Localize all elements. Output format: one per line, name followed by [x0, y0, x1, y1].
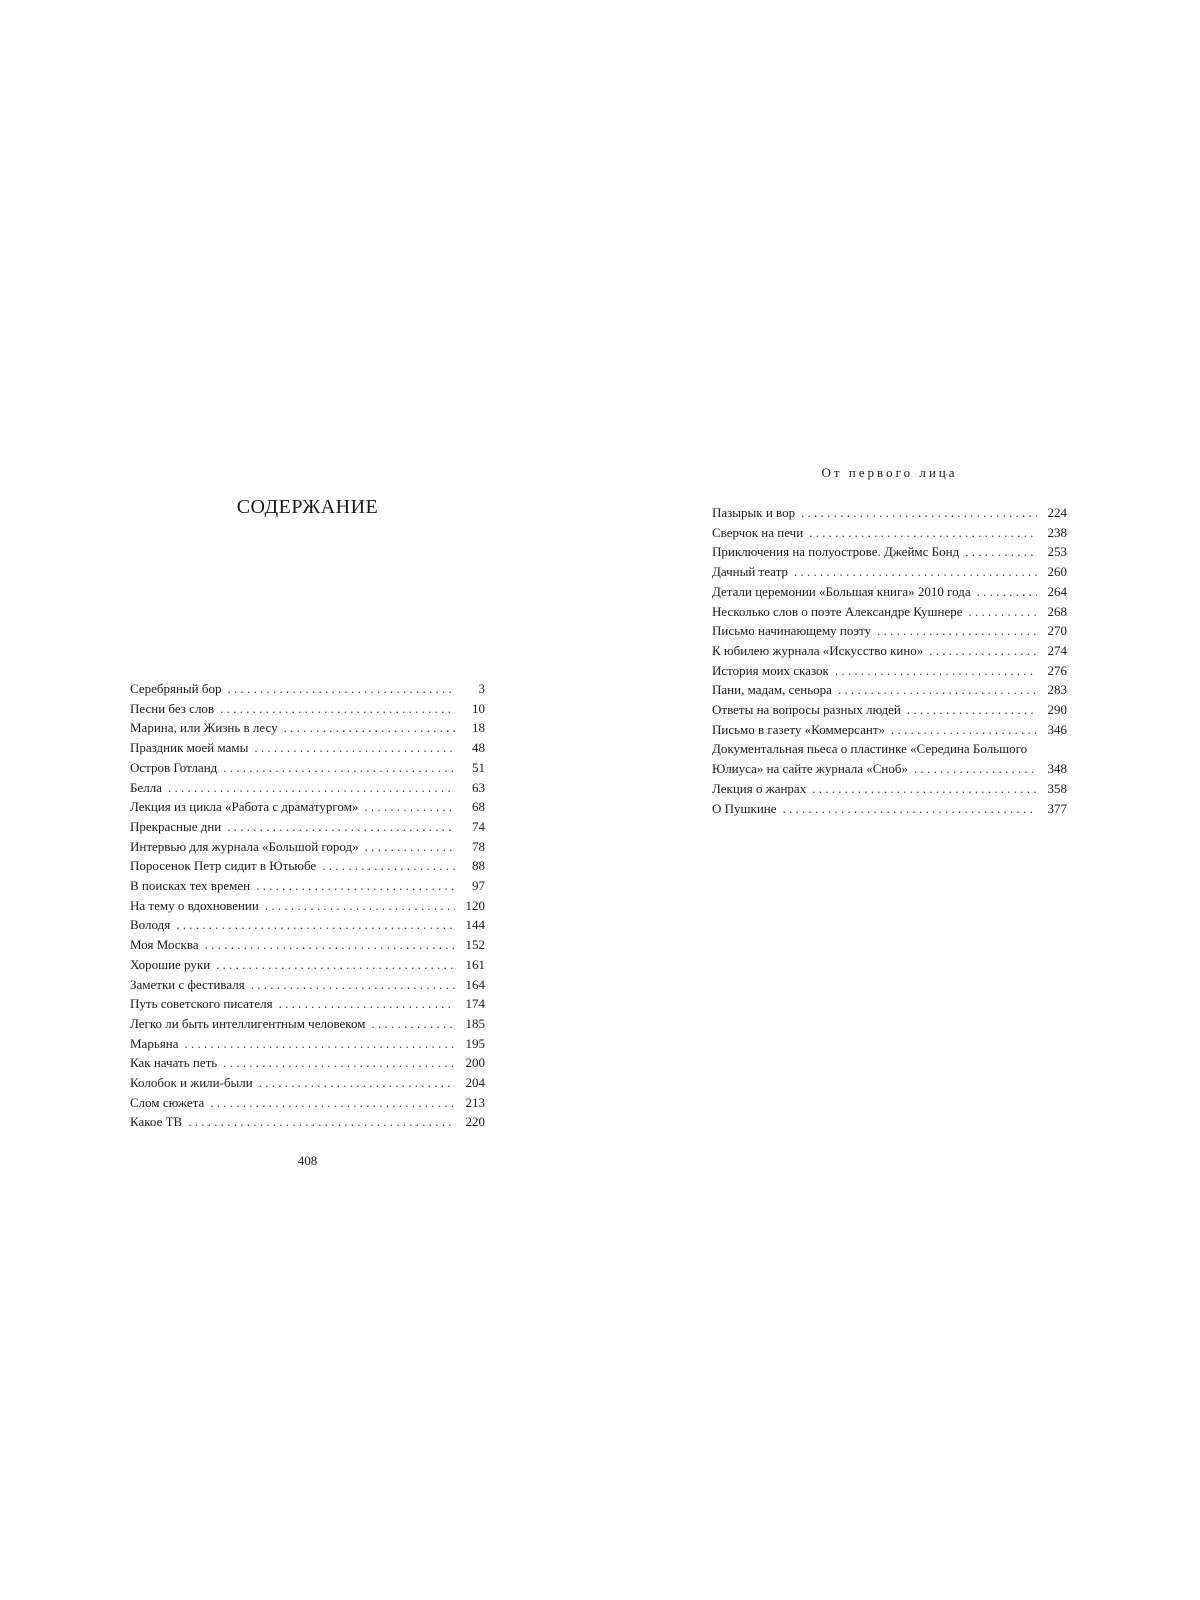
toc-entry	[130, 679, 485, 699]
toc-leader-dots	[968, 602, 1037, 622]
toc-leader-dots	[223, 758, 455, 778]
toc-entry	[130, 994, 485, 1014]
toc-leader-dots	[977, 582, 1037, 602]
toc-leader-dots	[184, 1034, 455, 1054]
toc-leader-dots	[794, 562, 1037, 582]
toc-entry-title: О Пушкине	[712, 799, 783, 819]
toc-entry	[712, 542, 1067, 562]
toc-entry	[130, 817, 485, 837]
toc-leader-dots	[929, 641, 1037, 661]
toc-entry	[712, 582, 1067, 602]
toc-entry-page: 18	[472, 720, 485, 736]
toc-leader-dots	[216, 955, 455, 975]
toc-entry-page: 204	[465, 1075, 485, 1091]
toc-leader-dots	[891, 720, 1037, 740]
toc-entry-title: Дачный театр	[712, 562, 794, 582]
toc-leader-dots	[284, 718, 455, 738]
toc-entry-page: 264	[1047, 583, 1067, 599]
toc-entry-title: Детали церемонии «Большая книга» 2010 года	[712, 582, 977, 602]
toc-entry	[712, 523, 1067, 543]
toc-entry-title: Как начать петь	[130, 1053, 223, 1073]
toc-entry-page: 51	[472, 759, 485, 775]
toc-entry	[130, 935, 485, 955]
toc-entry-page: 260	[1047, 564, 1067, 580]
toc-entry-page: 152	[465, 937, 485, 953]
toc-entry-title: Путь советского писателя	[130, 994, 279, 1014]
toc-entry	[130, 718, 485, 738]
toc-leader-dots	[176, 915, 455, 935]
toc-entry-title: Письмо начинающему поэту	[712, 621, 877, 641]
toc-entry-title: Лекция из цикла «Работа с драматургом»	[130, 797, 364, 817]
toc-entry-title: Слом сюжета	[130, 1093, 210, 1113]
toc-entry	[712, 680, 1067, 700]
toc-leader-dots	[220, 699, 455, 719]
toc-entry-page: 220	[465, 1114, 485, 1130]
toc-leader-dots	[227, 817, 455, 837]
contents-heading: СОДЕРЖАНИЕ	[236, 496, 379, 518]
toc-list-left	[130, 679, 485, 1132]
toc-entry	[130, 915, 485, 935]
running-head: От первого лица	[821, 465, 958, 480]
toc-leader-dots	[322, 856, 455, 876]
toc-entry	[130, 699, 485, 719]
toc-entry-page: 200	[465, 1055, 485, 1071]
toc-entry	[130, 758, 485, 778]
toc-leader-dots	[965, 542, 1037, 562]
toc-entry-page: 144	[465, 917, 485, 933]
toc-entry-page: 88	[472, 858, 485, 874]
toc-entry-title: Серебряный бор	[130, 679, 227, 699]
toc-entry-second-line	[712, 759, 1067, 779]
toc-entry-page: 346	[1047, 721, 1067, 737]
toc-leader-dots	[279, 994, 455, 1014]
toc-leader-dots	[914, 759, 1037, 779]
toc-entry-page: 270	[1047, 623, 1067, 639]
toc-entry-page: 10	[472, 700, 485, 716]
toc-entry-title: Несколько слов о поэте Александре Кушнере	[712, 602, 968, 622]
toc-leader-dots	[835, 661, 1037, 681]
toc-entry	[712, 641, 1067, 661]
toc-entry	[130, 778, 485, 798]
toc-entry	[712, 700, 1067, 720]
toc-entry-page: 78	[472, 838, 485, 854]
toc-entry	[712, 562, 1067, 582]
toc-leader-dots	[227, 679, 455, 699]
toc-entry-title: В поисках тех времен	[130, 876, 256, 896]
toc-entry-title: Володя	[130, 915, 176, 935]
toc-entry-title: Лекция о жанрах	[712, 779, 812, 799]
toc-list-right	[712, 503, 1067, 818]
toc-entry-page: 195	[465, 1035, 485, 1051]
toc-entry-title: Заметки с фестиваля	[130, 975, 251, 995]
toc-entry	[130, 876, 485, 896]
toc-entry-title: Колобок и жили-были	[130, 1073, 259, 1093]
toc-entry-page: 48	[472, 740, 485, 756]
toc-entry-title: Поросенок Петр сидит в Ютьюбе	[130, 856, 322, 876]
toc-leader-dots	[371, 1014, 455, 1034]
toc-leader-dots	[907, 700, 1037, 720]
toc-entry	[712, 799, 1067, 819]
toc-entry	[712, 602, 1067, 622]
toc-entry-title: Сверчок на печи	[712, 523, 809, 543]
toc-entry-title: Ответы на вопросы разных людей	[712, 700, 907, 720]
toc-entry	[130, 797, 485, 817]
toc-entry-page: 174	[465, 996, 485, 1012]
toc-leader-dots	[188, 1112, 455, 1132]
toc-entry-page: 213	[465, 1094, 485, 1110]
toc-entry-title: Прекрасные дни	[130, 817, 227, 837]
toc-entry-page: 185	[465, 1015, 485, 1031]
toc-entry-title: Моя Москва	[130, 935, 205, 955]
toc-leader-dots	[210, 1093, 455, 1113]
toc-entry	[712, 739, 1067, 778]
toc-leader-dots	[838, 680, 1037, 700]
toc-entry-page: 68	[472, 799, 485, 815]
toc-leader-dots	[254, 738, 455, 758]
toc-leader-dots	[801, 503, 1037, 523]
toc-leader-dots	[783, 799, 1037, 819]
toc-entry-page: 276	[1047, 662, 1067, 678]
toc-leader-dots	[265, 896, 455, 916]
toc-entry-page: 74	[472, 818, 485, 834]
toc-leader-dots	[256, 876, 455, 896]
toc-entry-page: 97	[472, 878, 485, 894]
toc-leader-dots	[364, 797, 455, 817]
toc-entry	[130, 955, 485, 975]
toc-entry-title: Праздник моей мамы	[130, 738, 254, 758]
toc-entry-title: Интервью для журнала «Большой город»	[130, 837, 365, 857]
toc-entry	[130, 1073, 485, 1093]
toc-entry	[130, 1014, 485, 1034]
toc-entry-title-line1: Документальная пьеса о пластинке «Середина Большого	[712, 741, 1028, 757]
toc-entry-title: Хорошие руки	[130, 955, 216, 975]
toc-entry	[130, 1093, 485, 1113]
toc-entry-page: 274	[1047, 642, 1067, 658]
toc-leader-dots	[205, 935, 455, 955]
toc-entry-title: Письмо в газету «Коммерсант»	[712, 720, 891, 740]
toc-entry-title: Какое ТВ	[130, 1112, 188, 1132]
toc-entry-title: К юбилею журнала «Искусство кино»	[712, 641, 929, 661]
toc-entry	[130, 738, 485, 758]
toc-entry-title: Приключения на полуострове. Джеймс Бонд	[712, 542, 965, 562]
toc-entry-page: 3	[478, 681, 485, 696]
toc-entry-page: 63	[472, 779, 485, 795]
toc-entry-title: Пани, мадам, сеньора	[712, 680, 838, 700]
toc-entry-title: Песни без слов	[130, 699, 220, 719]
toc-leader-dots	[168, 778, 455, 798]
toc-entry-title: Легко ли быть интеллигентным человеком	[130, 1014, 371, 1034]
toc-leader-dots	[809, 523, 1037, 543]
toc-entry-page: 224	[1047, 505, 1067, 520]
toc-entry-title: Марьяна	[130, 1034, 184, 1054]
toc-entry-page: 290	[1047, 702, 1067, 718]
toc-entry	[712, 720, 1067, 740]
toc-entry	[130, 1112, 485, 1132]
right-page	[600, 0, 1200, 1600]
toc-leader-dots	[223, 1053, 455, 1073]
toc-entry-page: 120	[465, 897, 485, 913]
toc-entry	[712, 779, 1067, 799]
toc-entry-title: Пазырык и вор	[712, 503, 801, 523]
toc-entry	[130, 1034, 485, 1054]
toc-entry	[130, 856, 485, 876]
toc-entry-page: 268	[1047, 603, 1067, 619]
toc-entry-page: 164	[465, 976, 485, 992]
toc-entry-title: Белла	[130, 778, 168, 798]
toc-leader-dots	[259, 1073, 455, 1093]
toc-entry-title: Остров Готланд	[130, 758, 223, 778]
toc-entry	[130, 1053, 485, 1073]
toc-entry-title: История моих сказок	[712, 661, 835, 681]
toc-entry	[712, 621, 1067, 641]
toc-entry	[712, 661, 1067, 681]
toc-leader-dots	[812, 779, 1037, 799]
toc-entry-page: 161	[465, 956, 485, 972]
toc-entry-page: 348	[1047, 761, 1067, 777]
toc-entry	[130, 837, 485, 857]
toc-entry-page: 283	[1047, 682, 1067, 698]
toc-entry-title: На тему о вдохновении	[130, 896, 265, 916]
toc-leader-dots	[877, 621, 1037, 641]
toc-entry-page: 253	[1047, 544, 1067, 560]
toc-leader-dots	[365, 837, 455, 857]
toc-entry-page: 358	[1047, 780, 1067, 796]
toc-leader-dots	[251, 975, 455, 995]
toc-entry-title-line2: Юлиуса» на сайте журнала «Сноб»	[712, 759, 914, 779]
toc-entry	[130, 975, 485, 995]
page-number: 408	[297, 1153, 318, 1168]
toc-entry-page: 377	[1047, 800, 1067, 816]
toc-entry	[712, 503, 1067, 523]
toc-entry-title: Марина, или Жизнь в лесу	[130, 718, 284, 738]
toc-entry	[130, 896, 485, 916]
toc-entry-page: 238	[1047, 524, 1067, 540]
